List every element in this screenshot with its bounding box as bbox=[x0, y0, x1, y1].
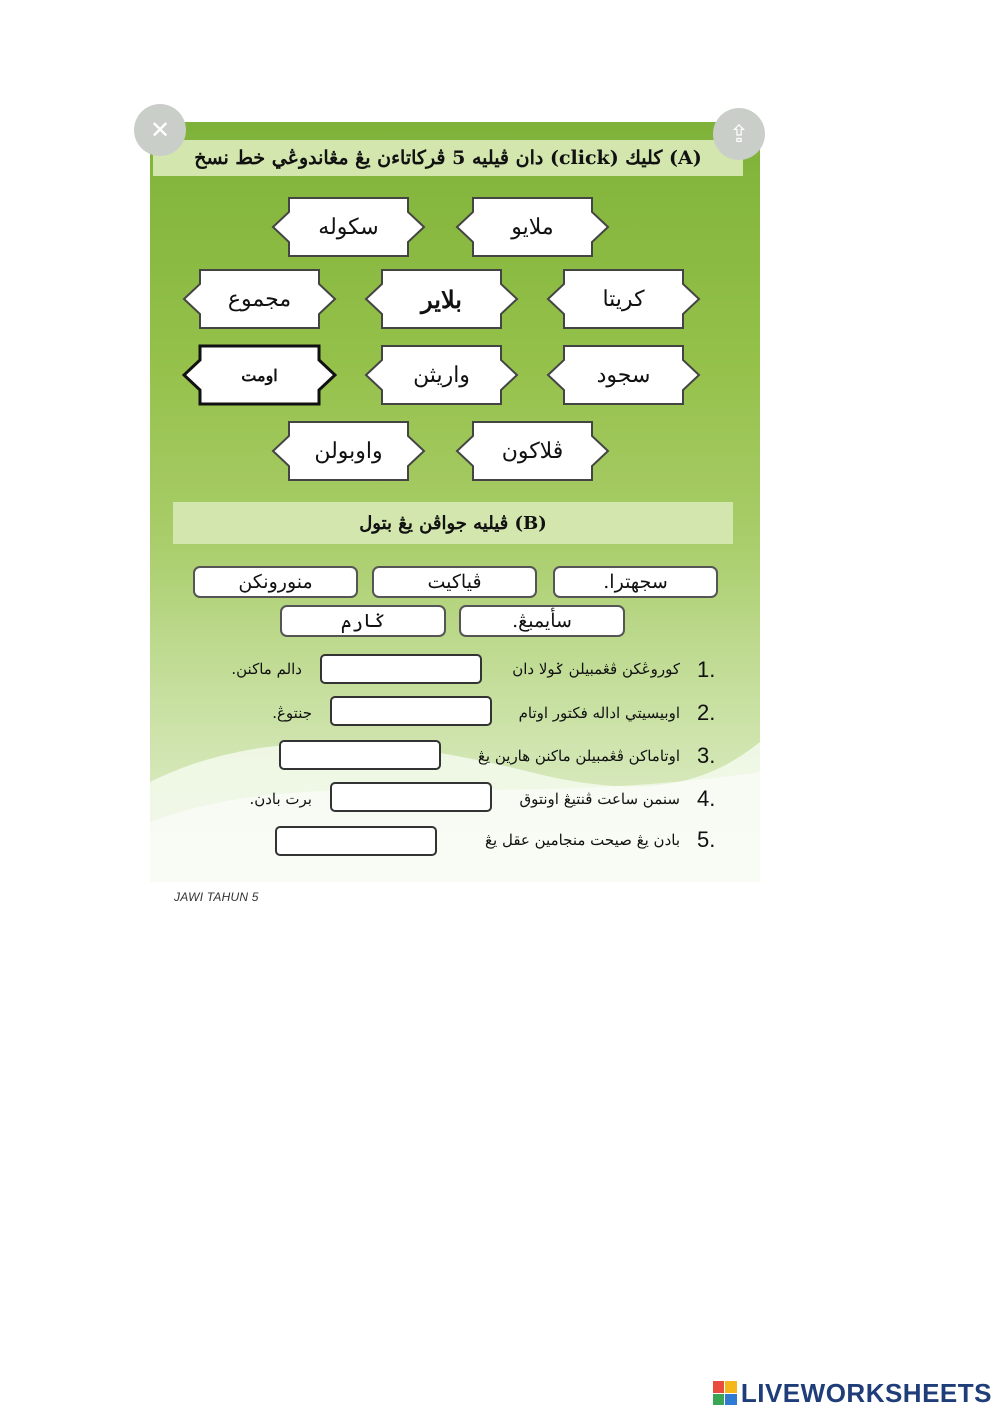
brand-name: LIVEWORKSHEETS bbox=[740, 1377, 992, 1408]
answer-option[interactable]: ݢارم bbox=[280, 605, 446, 637]
question-number: 1. bbox=[697, 657, 716, 682]
worksheet-image bbox=[150, 122, 760, 882]
word-card-label: سكوله bbox=[318, 214, 379, 240]
answer-field[interactable] bbox=[279, 740, 441, 770]
answer-option[interactable]: منورونكن bbox=[193, 566, 358, 598]
question-number: 3. bbox=[697, 743, 716, 768]
word-card[interactable] bbox=[546, 344, 701, 406]
word-card[interactable] bbox=[182, 268, 337, 330]
answer-field[interactable] bbox=[330, 696, 492, 726]
word-card[interactable] bbox=[271, 196, 426, 258]
word-card-label: اومت bbox=[241, 365, 278, 385]
question-text: سنمن ساعت ڤنتيڠ اونتوق bbox=[519, 790, 680, 808]
word-card-label: واريثن bbox=[413, 362, 470, 388]
word-card[interactable] bbox=[271, 420, 426, 482]
question-suffix: دالم ماكنن. bbox=[231, 660, 302, 678]
question-suffix: جنتوڠ. bbox=[272, 704, 312, 722]
word-card-label: سجود bbox=[596, 362, 651, 388]
question-text: اوتاماكن ڤڠمبيلن ماكنن هارين يڠ bbox=[477, 747, 680, 765]
share-icon[interactable]: ⇪ bbox=[713, 108, 765, 160]
answer-option[interactable]: ڤياكيت bbox=[372, 566, 537, 598]
footer-label: JAWI TAHUN 5 bbox=[174, 890, 259, 904]
question-number: 2. bbox=[697, 700, 716, 725]
word-card[interactable] bbox=[546, 268, 701, 330]
word-card-label: واوبولن bbox=[314, 438, 383, 464]
answer-field[interactable] bbox=[330, 782, 492, 812]
question-text: بادن يڠ صيحت منجامين عقل يڠ bbox=[485, 831, 680, 849]
word-card[interactable] bbox=[364, 344, 519, 406]
answer-option[interactable]: سجهترا. bbox=[553, 566, 718, 598]
answer-field[interactable] bbox=[275, 826, 437, 856]
close-icon[interactable]: ✕ bbox=[134, 104, 186, 156]
question-number: 5. bbox=[697, 827, 716, 852]
section-b-heading: (B) ڤيليه جواڤن يڠ بتول bbox=[173, 502, 733, 544]
word-card-label: كريتا bbox=[602, 286, 645, 312]
question-number: 4. bbox=[697, 786, 716, 811]
question-text: كوروڠكن ڤڠمبيلن ݢولا دان bbox=[512, 660, 680, 678]
word-card-label: مجموع bbox=[227, 286, 292, 312]
word-card[interactable] bbox=[455, 196, 610, 258]
word-card-label: ملايو bbox=[511, 214, 554, 240]
word-card-label: ڤلاكون bbox=[501, 438, 564, 464]
word-card[interactable] bbox=[364, 268, 519, 330]
word-card-label: بلاير bbox=[421, 284, 462, 314]
section-a-heading: (A) كليك (click) دان ڤيليه 5 ڤركاتاءن يڠ مڠاندوڠي خط نسخ bbox=[153, 140, 743, 176]
question-suffix: برت بادن. bbox=[249, 790, 312, 808]
word-card[interactable] bbox=[182, 344, 337, 406]
brand-logo-icon bbox=[713, 1381, 737, 1405]
word-card[interactable] bbox=[455, 420, 610, 482]
answer-field[interactable] bbox=[320, 654, 482, 684]
question-text: اوبيسيتي اداله فكتور اوتام bbox=[518, 704, 680, 722]
brand-logo[interactable] bbox=[713, 1378, 992, 1408]
answer-option[interactable]: سأيمبڠ. bbox=[459, 605, 625, 637]
